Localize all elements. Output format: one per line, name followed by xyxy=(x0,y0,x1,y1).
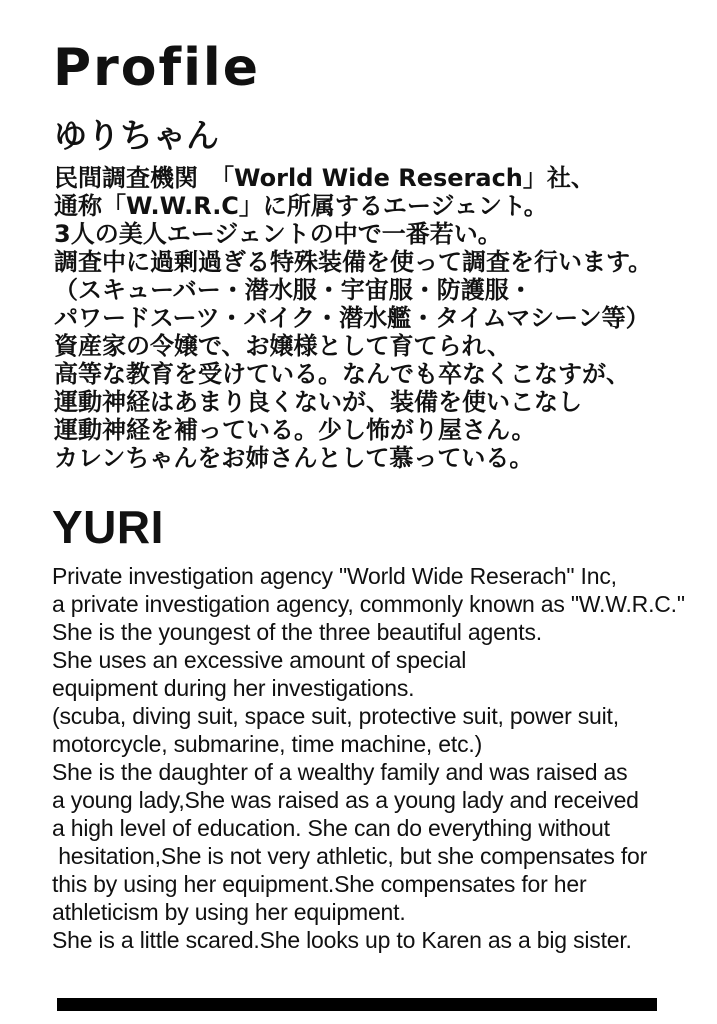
english-profile-line: She uses an excessive amount of special xyxy=(52,647,467,673)
english-profile-line: She is the youngest of the three beautiful agents. xyxy=(52,619,542,645)
english-profile-line: Private investigation agency "World Wide Reserach" Inc, xyxy=(52,563,617,589)
english-profile-paragraph xyxy=(52,562,702,954)
english-profile-line: She is a little scared.She looks up to Karen as a big sister. xyxy=(52,927,632,953)
english-profile-line: a young lady,She was raised as a young lady and received xyxy=(52,787,639,813)
japanese-profile-line: （スキューバー・潜水服・宇宙服・防護服・ xyxy=(54,276,533,304)
english-profile-line: equipment during her investigations. xyxy=(52,675,415,701)
page-title: Profile xyxy=(53,38,261,98)
japanese-profile-line: 資産家の令嬢で、お嬢様として育てられ、 xyxy=(54,332,511,360)
english-profile-line: a private investigation agency, commonly known as "W.W.R.C." xyxy=(52,591,685,617)
japanese-profile-line: 民間調査機関 「World Wide Reserach」社、 xyxy=(54,164,595,192)
english-profile-line: motorcycle, submarine, time machine, etc.) xyxy=(52,731,483,757)
japanese-profile-line: 調査中に過剰過ぎる特殊装備を使って調査を行います。 xyxy=(54,248,653,276)
english-profile-line: athleticism by using her equipment. xyxy=(52,899,406,925)
english-profile-line: (scuba, diving suit, space suit, protective suit, power suit, xyxy=(52,703,619,729)
japanese-profile-line: 3人の美人エージェントの中で一番若い。 xyxy=(54,220,502,248)
japanese-profile-line: 運動神経はあまり良くないが、装備を使いこなし xyxy=(54,388,582,416)
english-character-name: YURI xyxy=(52,501,164,553)
japanese-profile-line: 通称「W.W.R.C」に所属するエージェント。 xyxy=(54,192,548,220)
english-profile-line: a high level of education. She can do everything without xyxy=(52,815,610,841)
english-profile-line: She is the daughter of a wealthy family and was raised as xyxy=(52,759,628,785)
japanese-profile-line: カレンちゃんをお姉さんとして慕っている。 xyxy=(54,444,534,472)
japanese-profile-paragraph xyxy=(54,164,684,472)
english-profile-line: hesitation,She is not very athletic, but she compensates for xyxy=(52,843,648,869)
japanese-character-name: ゆりちゃん xyxy=(54,116,219,155)
japanese-profile-line: 運動神経を補っている。少し怖がり屋さん。 xyxy=(54,416,536,444)
japanese-profile-line: 高等な教育を受けている。なんでも卒なくこなすが、 xyxy=(54,360,630,388)
english-profile-line: this by using her equipment.She compensates for her xyxy=(52,871,587,897)
japanese-profile-line: パワードスーツ・バイク・潜水艦・タイムマシーン等） xyxy=(54,304,650,332)
footer-divider xyxy=(57,998,657,1011)
